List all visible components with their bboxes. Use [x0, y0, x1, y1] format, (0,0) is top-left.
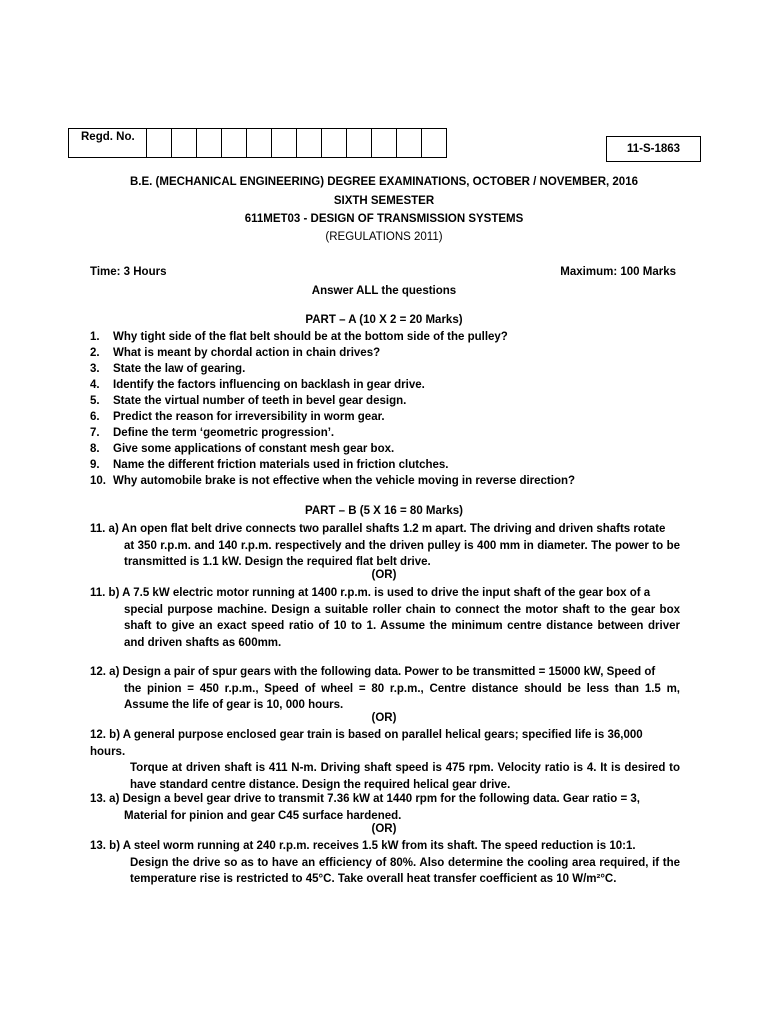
regd-box[interactable]: [372, 128, 397, 158]
question-13a: [90, 791, 680, 824]
question-text-cont: special purpose machine. Design a suitable roller chain to connect the motor shaft to the gear box shaft to give an exact speed ratio of 10 to 1. Assume the minimum centre distance between driver and driven shafts as 600mm.: [124, 603, 680, 649]
question-13b: [90, 838, 680, 888]
question-text: 12. a) Design a pair of spur gears with the following data. Power to be transmitted = 15000 kW, Speed of: [90, 666, 656, 678]
regd-no-grid: [68, 128, 447, 158]
regd-no-label: Regd. No.: [68, 128, 147, 158]
regd-box[interactable]: [322, 128, 347, 158]
item-text: Why tight side of the flat belt should be at the bottom side of the pulley?: [113, 331, 508, 343]
exam-title: B.E. (MECHANICAL ENGINEERING) DEGREE EXAMINATIONS, OCTOBER / NOVEMBER, 2016: [130, 176, 638, 188]
or-label: (OR): [371, 823, 397, 835]
item-number: 4.: [90, 379, 100, 391]
question-text: 13. b) A steel worm running at 240 r.p.m. receives 1.5 kW from its shaft. The speed reduction is 10:1.: [90, 840, 636, 852]
question-text: 11. b) A 7.5 kW electric motor running at 1400 r.p.m. is used to drive the input shaft of the gear box of a: [90, 587, 651, 599]
regd-box[interactable]: [172, 128, 197, 158]
list-item: [90, 329, 690, 345]
item-number: 2.: [90, 347, 100, 359]
list-item: [90, 473, 690, 489]
item-number: 5.: [90, 395, 100, 407]
regd-box[interactable]: [422, 128, 447, 158]
item-text: Identify the factors influencing on backlash in gear drive.: [113, 379, 425, 391]
list-item: [90, 361, 690, 377]
item-text: Why automobile brake is not effective when the vehicle moving in reverse direction?: [113, 475, 576, 487]
regd-box[interactable]: [272, 128, 297, 158]
course-title: 611MET03 - DESIGN OF TRANSMISSION SYSTEMS: [244, 213, 524, 225]
regulations: (REGULATIONS 2011): [325, 231, 443, 243]
item-text: What is meant by chordal action in chain drives?: [113, 347, 381, 359]
paper-code: 11-S-1863: [606, 136, 701, 162]
list-item: [90, 441, 690, 457]
item-number: 1.: [90, 331, 100, 343]
item-text: State the virtual number of teeth in bevel gear design.: [113, 395, 407, 407]
question-text-cont: Torque at driven shaft is 411 N-m. Driving shaft speed is 475 rpm. Velocity ratio is 4. It is desired to have standard centre distance. Design the required helical gear drive.: [130, 762, 680, 791]
list-item: [90, 457, 690, 473]
question-12a: [90, 664, 680, 714]
instruction: Answer ALL the questions: [311, 285, 457, 297]
item-number: 7.: [90, 427, 100, 439]
item-text: Name the different friction materials used in friction clutches.: [113, 459, 449, 471]
question-text: 12. b) A general purpose enclosed gear train is based on parallel helical gears; specified life is 36,000 hours.: [90, 729, 643, 758]
or-label: (OR): [371, 569, 397, 581]
item-number: 9.: [90, 459, 100, 471]
time-label: Time: 3 Hours: [90, 266, 167, 278]
question-text-cont: the pinion = 450 r.p.m., Speed of wheel = 80 r.p.m., Centre distance should be less than 1.5 m, Assume the life of gear is 10, 000 hours.: [124, 682, 680, 712]
question-text: 13. a) Design a bevel gear drive to transmit 7.36 kW at 1440 rpm for the following data. Gear ratio = 3,: [90, 793, 640, 805]
question-text-cont: Material for pinion and gear C45 surface hardened.: [124, 809, 402, 822]
regd-box[interactable]: [147, 128, 172, 158]
regd-box[interactable]: [397, 128, 422, 158]
regd-box[interactable]: [247, 128, 272, 158]
part-b-heading: PART – B (5 X 16 = 80 Marks): [305, 505, 463, 517]
list-item: [90, 377, 690, 393]
question-text-cont: Design the drive so as to have an efficiency of 80%. Also determine the cooling area required, if the temperature rise is restricted to 45°C. Take overall heat transfer coefficient as 10 W/m²°C.: [130, 856, 680, 886]
question-11a: [90, 521, 680, 571]
part-a-list: [90, 329, 690, 489]
or-label: (OR): [371, 712, 397, 724]
regd-box[interactable]: [222, 128, 247, 158]
list-item: [90, 425, 690, 441]
question-11b: [90, 585, 680, 651]
item-number: 10.: [90, 475, 106, 487]
item-number: 8.: [90, 443, 100, 455]
regd-box[interactable]: [297, 128, 322, 158]
item-text: Predict the reason for irreversibility in worm gear.: [113, 411, 385, 423]
max-marks-label: Maximum: 100 Marks: [560, 266, 676, 278]
item-number: 3.: [90, 363, 100, 375]
regd-box[interactable]: [197, 128, 222, 158]
question-text: 11. a) An open flat belt drive connects two parallel shafts 1.2 m apart. The driving and driven shafts rotate: [90, 523, 666, 535]
question-text-cont: at 350 r.p.m. and 140 r.p.m. respectively and the driven pulley is 400 mm in diameter. The power to be transmitted is 1.1 kW. Design the required flat belt drive.: [124, 539, 680, 569]
item-text: Give some applications of constant mesh gear box.: [113, 443, 395, 455]
list-item: [90, 345, 690, 361]
list-item: [90, 393, 690, 409]
question-12b: [90, 727, 680, 793]
regd-box[interactable]: [347, 128, 372, 158]
item-number: 6.: [90, 411, 100, 423]
item-text: State the law of gearing.: [113, 363, 246, 375]
list-item: [90, 409, 690, 425]
semester: SIXTH SEMESTER: [333, 195, 435, 207]
item-text: Define the term ‘geometric progression’.: [113, 427, 335, 439]
part-a-heading: PART – A (10 X 2 = 20 Marks): [305, 314, 463, 326]
